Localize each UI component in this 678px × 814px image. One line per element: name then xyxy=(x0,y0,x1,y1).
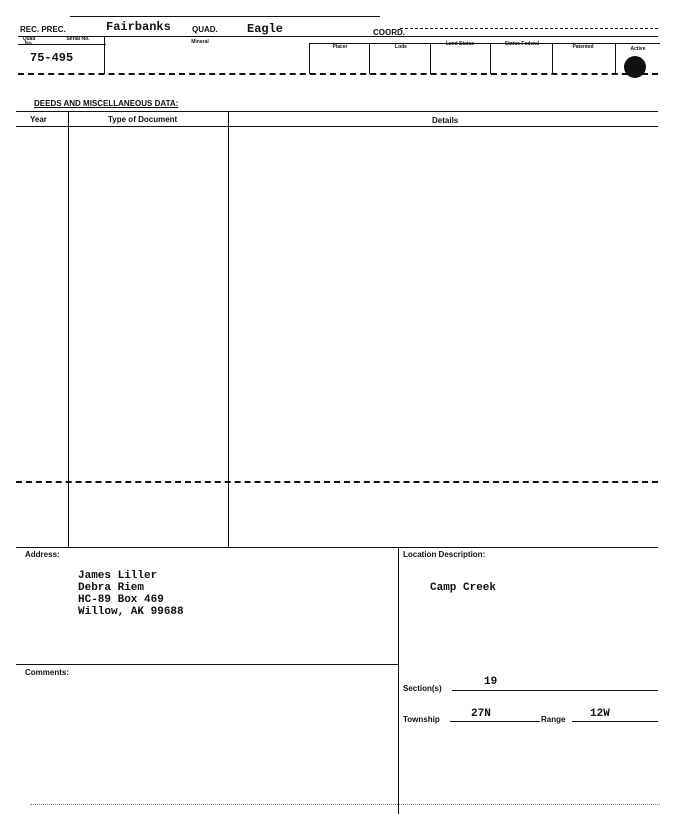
col-mineral: Mineral xyxy=(191,39,209,45)
township-value: 27N xyxy=(471,708,491,720)
township-label: Township xyxy=(403,715,440,724)
deeds-rule-top xyxy=(16,111,658,112)
active-dot-icon xyxy=(624,56,646,78)
rec-prec-label: REC. PREC. xyxy=(20,25,66,34)
rec-prec-value: Fairbanks xyxy=(106,20,171,34)
header-divider xyxy=(552,43,553,74)
location-value: Camp Creek xyxy=(430,582,497,594)
header-rule-sub xyxy=(18,44,106,45)
township-line xyxy=(450,721,540,722)
sections-label: Section(s) xyxy=(403,684,442,693)
deeds-title: DEEDS AND MISCELLANEOUS DATA: xyxy=(34,99,179,108)
comments-rule xyxy=(16,664,398,665)
range-line xyxy=(572,721,658,722)
location-label: Location Description: xyxy=(403,550,486,559)
col-quad-no: Quad No. xyxy=(22,36,36,47)
coord-rule xyxy=(400,28,658,29)
col-status-federal: Status Federal xyxy=(504,41,540,47)
address-location-divider xyxy=(398,547,399,814)
col-active: Active xyxy=(630,46,646,52)
header-bottom-rule xyxy=(18,73,658,75)
sections-line xyxy=(452,690,658,691)
col-serial-no: Serial No. xyxy=(66,36,90,42)
header-divider xyxy=(369,43,370,74)
header-divider xyxy=(615,43,616,74)
col-lode: Lode xyxy=(395,44,407,50)
range-label: Range xyxy=(541,715,566,724)
quad-label: QUAD. xyxy=(192,25,218,34)
comments-label: Comments: xyxy=(25,668,70,677)
deeds-rule-bottom xyxy=(16,547,658,548)
address-label: Address: xyxy=(25,550,60,559)
header-top-rule xyxy=(70,16,380,17)
header-divider xyxy=(430,43,431,74)
header-divider xyxy=(104,36,105,74)
header-rule-right xyxy=(310,43,660,44)
address-line: HC-89 Box 469 xyxy=(78,594,164,606)
col-details: Details xyxy=(432,116,459,125)
col-placer: Placer xyxy=(332,44,348,50)
deeds-rule-dashed xyxy=(16,481,658,483)
col-type-of-document: Type of Document xyxy=(108,115,178,124)
col-year: Year xyxy=(30,115,47,124)
address-line: James Liller xyxy=(78,570,158,582)
header-rule-1 xyxy=(18,36,658,37)
address-line: Willow, AK 99688 xyxy=(78,606,184,618)
col-land-status: Land Status xyxy=(445,41,475,47)
range-value: 12W xyxy=(590,708,610,720)
deeds-rule-header xyxy=(16,126,658,127)
sections-value: 19 xyxy=(484,676,498,688)
address-line: Debra Riem xyxy=(78,582,145,594)
quad-value: Eagle xyxy=(247,22,284,36)
coord-label: COORD. xyxy=(373,28,405,37)
col-patented: Patented xyxy=(572,44,594,50)
header-divider xyxy=(490,43,491,74)
address-block xyxy=(78,570,184,618)
bottom-edge xyxy=(30,804,660,805)
header-divider xyxy=(309,43,310,74)
record-number: 75-495 xyxy=(30,51,74,65)
